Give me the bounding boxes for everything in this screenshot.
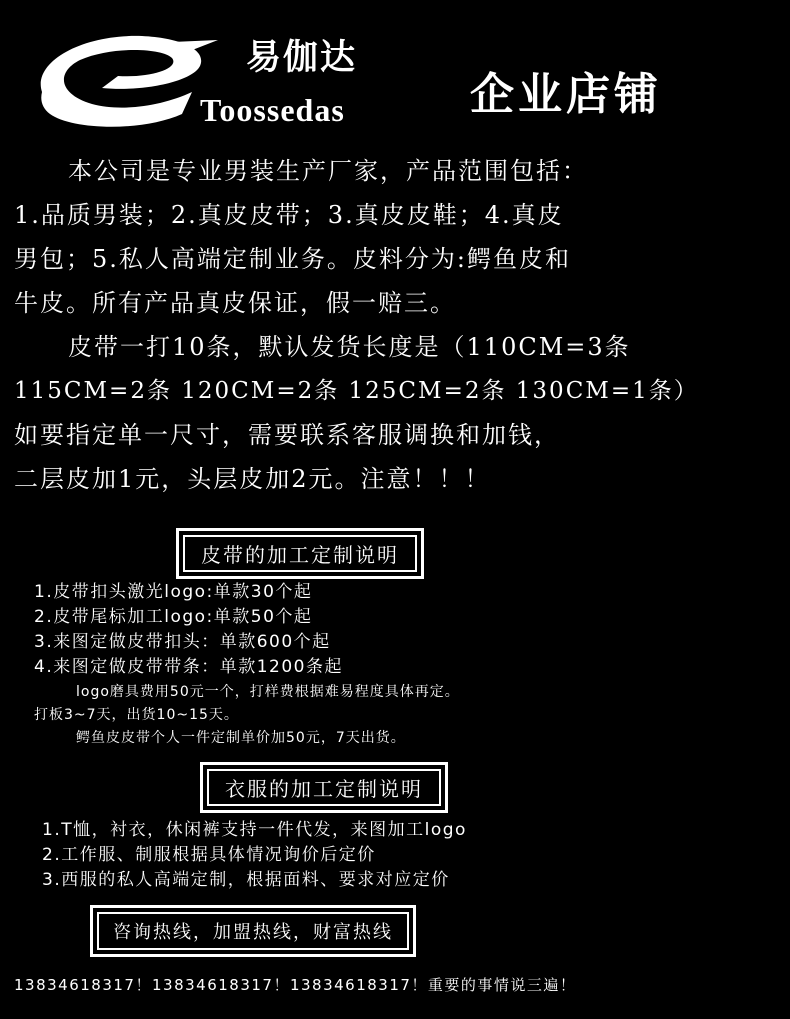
clothing-item: 3.西服的私人高端定制，根据面料、要求对应定价 (42, 870, 450, 890)
belt-item: 3.来图定做皮带扣头：单款600个起 (34, 632, 331, 652)
belt-note: 打板3~7天，出货10~15天。 (34, 707, 239, 723)
hotline-title: 咨询热线，加盟热线，财富热线 (97, 912, 409, 950)
belt-item: 4.来图定做皮带带条：单款1200条起 (34, 657, 343, 677)
clothing-section-title: 衣服的加工定制说明 (207, 769, 441, 806)
belt-section-title: 皮带的加工定制说明 (183, 535, 417, 572)
intro-line: 二层皮加1元，头层皮加2元。注意！！！ (14, 465, 491, 493)
clothing-item: 1.T恤，衬衣，休闲裤支持一件代发，来图加工logo (42, 820, 467, 840)
clothing-item: 2.工作服、制服根据具体情况询价后定价 (42, 845, 376, 865)
intro-line: 皮带一打10条，默认发货长度是（110CM=3条 (16, 333, 631, 361)
intro-line: 男包；5.私人高端定制业务。皮料分为:鳄鱼皮和 (14, 245, 571, 273)
brand-name-cn: 易伽达 (246, 38, 358, 78)
hotline-title-box (90, 905, 416, 957)
intro-line: 115CM=2条 120CM=2条 125CM=2条 130CM=1条） (14, 378, 699, 404)
hotline-footer: 13834618317！13834618317！13834618317！重要的事情说三遍！ (14, 976, 577, 994)
belt-note: 鳄鱼皮皮带个人一件定制单价加50元，7天出货。 (76, 730, 406, 746)
clothing-section-title-box (200, 762, 448, 813)
brand-name-en: Toossedas (200, 92, 345, 128)
store-title: 企业店铺 (470, 69, 662, 120)
belt-item: 2.皮带尾标加工logo:单款50个起 (34, 607, 313, 627)
intro-line: 牛皮。所有产品真皮保证，假一赔三。 (14, 289, 456, 317)
intro-line: 如要指定单一尺寸，需要联系客服调换和加钱， (14, 421, 560, 449)
brand-logo-icon (22, 22, 222, 142)
intro-line: 本公司是专业男装生产厂家，产品范围包括： (16, 157, 588, 185)
intro-line: 1.品质男装；2.真皮皮带；3.真皮皮鞋；4.真皮 (14, 201, 564, 229)
belt-item: 1.皮带扣头激光logo:单款30个起 (34, 582, 313, 602)
belt-note: logo磨具费用50元一个，打样费根据难易程度具体再定。 (76, 684, 460, 700)
belt-section-title-box (176, 528, 424, 579)
